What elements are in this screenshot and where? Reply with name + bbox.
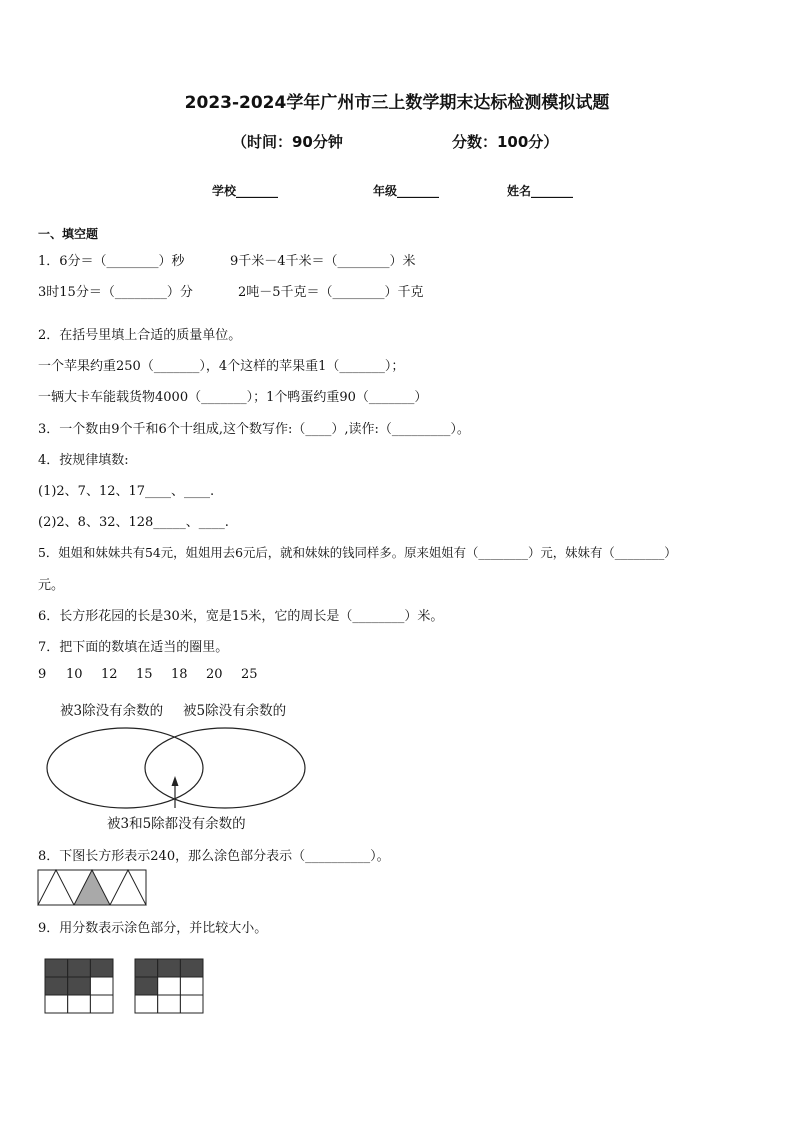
grid-cell bbox=[180, 977, 203, 995]
grid-cell bbox=[158, 995, 181, 1013]
q1-line2a: 3时15分＝（________）分 bbox=[38, 285, 193, 300]
name-field[interactable]: 姓名_______ bbox=[507, 184, 574, 198]
time-label: （时间：90分钟 bbox=[232, 133, 343, 151]
q2-line2: 一辆大卡车能载货物4000（_______）；1个鸭蛋约重90（_______） bbox=[38, 390, 428, 405]
q4-prompt: 4．按规律填数: bbox=[38, 453, 129, 468]
grid-cell bbox=[90, 977, 113, 995]
q7-number: 10 bbox=[66, 667, 83, 682]
grade-field[interactable]: 年级_______ bbox=[373, 184, 440, 198]
grid-cell-shaded bbox=[68, 977, 91, 995]
q7-number: 18 bbox=[171, 667, 188, 682]
page-title: 2023-2024学年广州市三上数学期末达标检测模拟试题 bbox=[184, 93, 610, 113]
grid-cell bbox=[158, 977, 181, 995]
grid-cell-shaded bbox=[158, 959, 181, 977]
q2-prompt: 2．在括号里填上合适的质量单位。 bbox=[38, 328, 242, 343]
score-label: 分数：100分） bbox=[452, 133, 559, 151]
q1-line1b: 9千米－4千米＝（________）米 bbox=[230, 254, 416, 269]
venn-label-left: 被3除没有余数的 bbox=[60, 703, 164, 719]
q8-text: 8．下图长方形表示240，那么涂色部分表示（__________）。 bbox=[38, 849, 390, 864]
grid-cell bbox=[45, 995, 68, 1013]
q1-line1a: 1．6分＝（________）秒 bbox=[38, 254, 185, 269]
q5-line1: 5．姐姐和妹妹共有54元，姐姐用去6元后，就和妹妹的钱同样多。原来姐姐有（________）元，妹妹有（________） bbox=[38, 545, 677, 560]
q9-grid-right bbox=[135, 959, 203, 1013]
q9-grid-left bbox=[45, 959, 113, 1013]
grid-cell-shaded bbox=[135, 977, 158, 995]
section-title: 一、填空题 bbox=[38, 227, 99, 241]
q4-line1: (1)2、7、12、17____、____. bbox=[38, 484, 215, 499]
grid-cell-shaded bbox=[135, 959, 158, 977]
grid-cell-shaded bbox=[45, 959, 68, 977]
q7-number: 20 bbox=[206, 667, 223, 682]
venn-label-bottom: 被3和5除都没有余数的 bbox=[107, 816, 246, 832]
q7-number: 15 bbox=[136, 667, 153, 682]
q7-number: 12 bbox=[101, 667, 118, 682]
school-field[interactable]: 学校_______ bbox=[212, 184, 279, 198]
grid-cell-shaded bbox=[180, 959, 203, 977]
grid-cell bbox=[90, 995, 113, 1013]
q7-number: 25 bbox=[241, 667, 258, 682]
q2-line1: 一个苹果约重250（_______），4个这样的苹果重1（_______）； bbox=[38, 359, 405, 374]
venn-label-right: 被5除没有余数的 bbox=[183, 703, 287, 719]
grid-cell-shaded bbox=[68, 959, 91, 977]
q7-number: 9 bbox=[38, 667, 47, 682]
q3-text: 3．一个数由9个千和6个十组成,这个数写作:（____）,读作:（_________）。 bbox=[38, 422, 470, 437]
q6-text: 6．长方形花园的长是30米，宽是15米，它的周长是（________）米。 bbox=[38, 609, 444, 624]
grid-cell bbox=[68, 995, 91, 1013]
grid-cell bbox=[135, 995, 158, 1013]
grid-cell bbox=[180, 995, 203, 1013]
grid-cell-shaded bbox=[90, 959, 113, 977]
q7-prompt: 7．把下面的数填在适当的圈里。 bbox=[38, 640, 229, 655]
q9-text: 9．用分数表示涂色部分，并比较大小。 bbox=[38, 921, 268, 936]
q4-line2: (2)2、8、32、128_____、____. bbox=[38, 515, 229, 530]
q5-line2: 元。 bbox=[38, 578, 65, 593]
grid-cell-shaded bbox=[45, 977, 68, 995]
q1-line2b: 2吨－5千克＝（________）千克 bbox=[238, 285, 424, 300]
